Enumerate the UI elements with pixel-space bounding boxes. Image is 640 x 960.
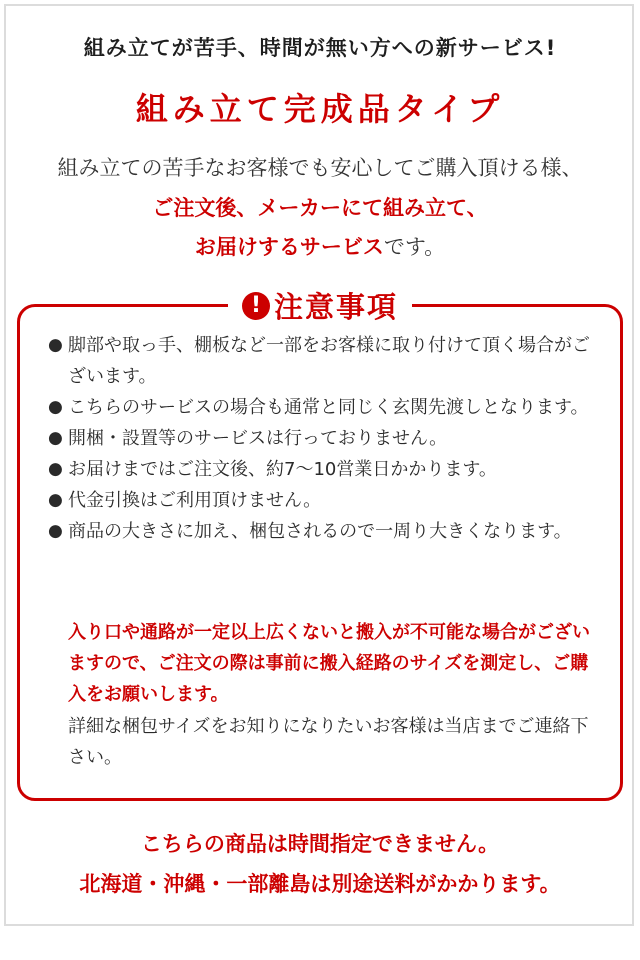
bullet-icon: ● xyxy=(48,521,63,541)
intro-line-2: ご注文後、メーカーにて組み立て、 xyxy=(152,196,488,220)
notice-list xyxy=(48,330,598,547)
notice-item-text: 脚部や取っ手、棚板など一部をお客様に取り付けて頂く場合がございます。 xyxy=(68,335,590,387)
intro-line-3 xyxy=(0,231,640,261)
notice-item-text: 代金引換はご利用頂けません。 xyxy=(68,490,322,511)
intro-line-3-highlight: お届けするサービス xyxy=(194,235,384,259)
footer-shipping-notice: 北海道・沖縄・一部離島は別途送料がかかります。 xyxy=(79,872,561,896)
notice-heading-inner xyxy=(228,285,412,326)
exclamation-icon: ! xyxy=(242,292,270,320)
notice-item xyxy=(48,330,598,392)
notice-item xyxy=(48,392,598,423)
footer-time-notice: こちらの商品は時間指定できません。 xyxy=(140,832,500,856)
intro-line-3-suffix: です。 xyxy=(383,235,446,259)
headline: 組み立てが苦手、時間が無い方への新サービス! xyxy=(83,36,557,60)
intro-line-1: 組み立ての苦手なお客様でも安心してご購入頂ける様、 xyxy=(57,156,583,180)
notice-item-text: お届けまではご注文後、約7～10営業日かかります。 xyxy=(68,459,497,480)
notice-item-text: こちらのサービスの場合も通常と同じく玄関先渡しとなります。 xyxy=(68,397,589,418)
bullet-icon: ● xyxy=(48,397,63,417)
notice-item xyxy=(48,423,598,454)
notice-item xyxy=(48,454,598,485)
notice-detail: 詳細な梱包サイズをお知りになりたいお客様は当店までご連絡下さい。 xyxy=(68,716,589,768)
notice-title: 注意事項 xyxy=(273,290,398,324)
bullet-icon: ● xyxy=(48,490,63,510)
bullet-icon: ● xyxy=(48,335,63,355)
notice-warning: 入り口や通路が一定以上広くないと搬入が不可能な場合がございますので、ご注文の際は事前に搬入経路のサイズを測定し、ご購入をお願いします。 xyxy=(68,622,590,705)
notice-item xyxy=(48,485,598,516)
notice-item xyxy=(48,516,598,547)
notice-item-text: 開梱・設置等のサービスは行っておりません。 xyxy=(68,428,448,449)
notice-item-text: 商品の大きさに加え、梱包されるので一周り大きくなります。 xyxy=(68,521,572,542)
bullet-icon: ● xyxy=(48,459,63,479)
bullet-icon: ● xyxy=(48,428,63,448)
type-title: 組み立て完成品タイプ xyxy=(135,90,505,128)
